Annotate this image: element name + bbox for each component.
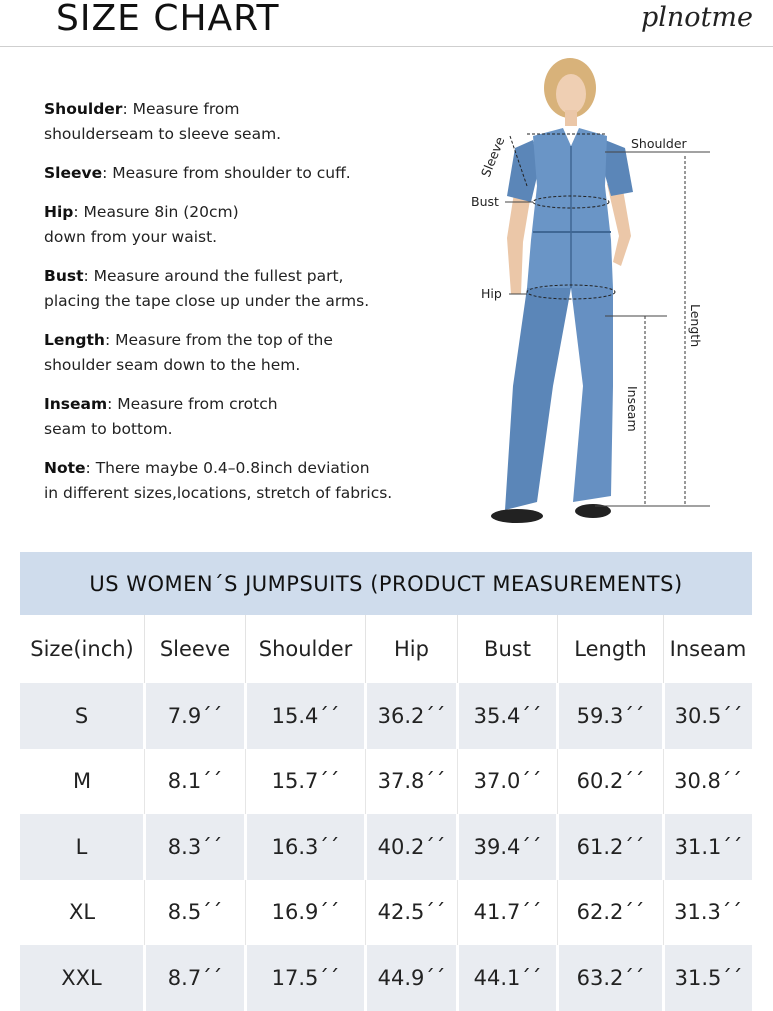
- cell-size: XL: [20, 880, 145, 946]
- table-header-row: [20, 615, 752, 683]
- definition-sleeve: Sleeve: Measure from shoulder to cuff.: [44, 164, 351, 182]
- label-hip: Hip: [481, 286, 502, 301]
- cell-hip: 44.9´´: [366, 945, 458, 1011]
- definition-hip: Hip: Measure 8in (20cm) down from your waist.: [44, 203, 239, 246]
- left-shoe: [491, 509, 543, 523]
- table-row: [20, 749, 752, 815]
- table-row: [20, 814, 752, 880]
- cell-inseam: 31.5´´: [664, 945, 753, 1011]
- brand-logo: plnotme: [641, 2, 753, 33]
- table-row: [20, 945, 752, 1011]
- cell-sleeve: 8.3´´: [145, 814, 246, 880]
- face-shape: [556, 74, 586, 114]
- cell-bust: 37.0´´: [458, 749, 558, 815]
- cell-inseam: 30.8´´: [664, 749, 753, 815]
- left-leg: [505, 288, 571, 510]
- definition-bust: Bust: Measure around the fullest part, placing the tape close up under the arms.: [44, 267, 370, 310]
- cell-shoulder: 16.3´´: [246, 814, 366, 880]
- page-title: SIZE CHART: [56, 0, 280, 39]
- header-bust: Bust: [458, 615, 558, 683]
- cell-size: L: [20, 814, 145, 880]
- definition-inseam: Inseam: Measure from crotch seam to bottom.: [44, 395, 278, 438]
- definition-shoulder: Shoulder: Measure from shoulderseam to sleeve seam.: [44, 100, 282, 143]
- cell-sleeve: 8.5´´: [145, 880, 246, 946]
- cell-hip: 36.2´´: [366, 683, 458, 749]
- definition-length: Length: Measure from the top of the shoulder seam down to the hem.: [44, 331, 333, 374]
- table-row: [20, 880, 752, 946]
- header-inseam: Inseam: [664, 615, 753, 683]
- right-sleeve: [603, 140, 633, 196]
- cell-shoulder: 15.7´´: [246, 749, 366, 815]
- cell-size: XXL: [20, 945, 145, 1011]
- header-size: Size(inch): [20, 615, 145, 683]
- table-row: [20, 683, 752, 749]
- cell-shoulder: 17.5´´: [246, 945, 366, 1011]
- cell-sleeve: 7.9´´: [145, 683, 246, 749]
- cell-shoulder: 16.9´´: [246, 880, 366, 946]
- cell-length: 60.2´´: [558, 749, 664, 815]
- cell-size: S: [20, 683, 145, 749]
- size-table: [20, 615, 752, 1011]
- cell-inseam: 31.1´´: [664, 814, 753, 880]
- header-shoulder: Shoulder: [246, 615, 366, 683]
- header: [0, 0, 773, 47]
- cell-shoulder: 15.4´´: [246, 683, 366, 749]
- right-leg: [571, 288, 613, 502]
- label-sleeve: Sleeve: [477, 134, 508, 180]
- jumpsuit-model-illustration: [455, 56, 755, 536]
- header-length: Length: [558, 615, 664, 683]
- cell-bust: 35.4´´: [458, 683, 558, 749]
- cell-bust: 39.4´´: [458, 814, 558, 880]
- cell-length: 59.3´´: [558, 683, 664, 749]
- size-table-section: [20, 552, 752, 1011]
- cell-size: M: [20, 749, 145, 815]
- cell-bust: 41.7´´: [458, 880, 558, 946]
- cell-hip: 42.5´´: [366, 880, 458, 946]
- cell-inseam: 31.3´´: [664, 880, 753, 946]
- neck-shape: [565, 110, 577, 126]
- cell-sleeve: 8.7´´: [145, 945, 246, 1011]
- cell-length: 63.2´´: [558, 945, 664, 1011]
- cell-length: 62.2´´: [558, 880, 664, 946]
- cell-bust: 44.1´´: [458, 945, 558, 1011]
- label-inseam: Inseam: [625, 386, 640, 432]
- cell-length: 61.2´´: [558, 814, 664, 880]
- header-hip: Hip: [366, 615, 458, 683]
- header-sleeve: Sleeve: [145, 615, 246, 683]
- cell-hip: 40.2´´: [366, 814, 458, 880]
- label-shoulder: Shoulder: [631, 136, 687, 151]
- definition-note: Note: There maybe 0.4–0.8inch deviation in different sizes,locations, stretch of fabrics.: [44, 459, 393, 502]
- table-title: US WOMEN´S JUMPSUITS (PRODUCT MEASUREMENTS): [20, 552, 752, 615]
- cell-hip: 37.8´´: [366, 749, 458, 815]
- label-bust: Bust: [471, 194, 499, 209]
- label-length: Length: [688, 304, 703, 348]
- cell-sleeve: 8.1´´: [145, 749, 246, 815]
- measurement-guide: [44, 97, 439, 520]
- cell-inseam: 30.5´´: [664, 683, 753, 749]
- model-figure: [455, 56, 755, 536]
